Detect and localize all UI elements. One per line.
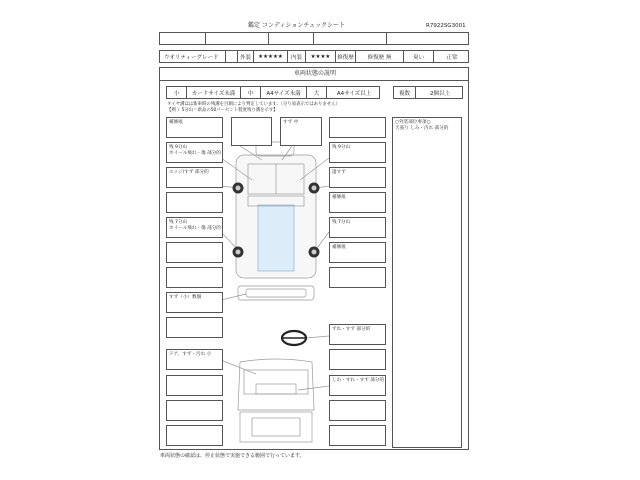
left-box-5: 残 7分山 ホイール飛れ・傷 部分的 [166,217,223,238]
remarks-title: ○外装部位事項○ [395,120,431,125]
left-box-1: 補修痕 [166,117,223,138]
legend-desc-medium: A4サイズ未満 [261,87,307,98]
left-box-9 [166,317,223,338]
grade-label-odor: 臭い [404,51,434,62]
legend-desc-small: カードサイズ未満 [187,87,241,98]
right-box-6: 補修痕 [329,242,386,263]
right-box-11 [329,400,386,421]
left-box-6 [166,242,223,263]
legend-key-multiple: 複数 [394,87,416,98]
right-box-7 [329,267,386,288]
legend-desc-multiple: 2個以上 [430,90,450,97]
top-box-2: すず 中 [280,117,322,146]
remarks-body: 天張り しみ・汚れ 部分的 [395,126,449,131]
right-box-4: 補修痕 [329,192,386,213]
left-box-2: 残 9分山 ホイール飛れ・傷 部分的 [166,142,223,163]
left-box-7 [166,267,223,288]
right-box-8: ずれ・すず 部分的 [329,324,386,345]
section-title: 車両状態の説明 [294,70,337,77]
right-box-1 [329,117,386,138]
legend-desc-large: A4サイズ以上 [336,90,372,97]
left-box-11 [166,375,223,396]
right-box-12 [329,425,386,446]
sheet-title: 鑑定 コンディションチェックシート [248,22,346,29]
legend-key-large: 大 [307,87,327,98]
grade-label-interior: 内装 [288,51,306,62]
grade-value-repair: 修復歴 無 [356,51,404,62]
grade-label-exterior: 外装 [238,51,254,62]
right-box-3: 凄すず [329,167,386,188]
tire-note-line-1: タイヤ溝はは新車時の残溝を目測により判定しています。（分り易表示ではありません） [167,102,340,107]
top-box-1 [231,117,272,146]
left-box-10: ドア、すず・汚れ 小 [166,349,223,370]
legend-key-medium: 中 [241,87,261,98]
left-box-3: エッジ/すず 部分的 [166,167,223,188]
grade-label-quality: ウオリティーグレード [160,51,226,62]
legend-key-small: 小 [167,87,187,98]
left-box-8: すず（小）数個 [166,292,223,313]
grade-value-interior: ★★★★ [306,51,336,62]
right-box-10: しわ・すれ・すず 部分的 [329,375,386,396]
right-box-5: 残 7分山 [329,217,386,238]
sheet-code: R7922SG3001 [426,23,466,29]
right-box-9 [329,349,386,370]
tire-note-line-2: 【例 ）5分山＝新品の50パーセント程度残り溝を示す】 [167,108,278,113]
left-box-4 [166,192,223,213]
grade-label-repair: 修復歴 [336,51,356,62]
grade-value-odor: 正常 [446,54,458,61]
left-box-13 [166,425,223,446]
left-box-12 [166,400,223,421]
right-box-2: 残 9分山 [329,142,386,163]
grade-value-exterior: ★★★★★ [254,51,288,62]
footer-note: 車両状態の確認は、停止状態で実施できる範囲で行っています。 [160,453,305,459]
